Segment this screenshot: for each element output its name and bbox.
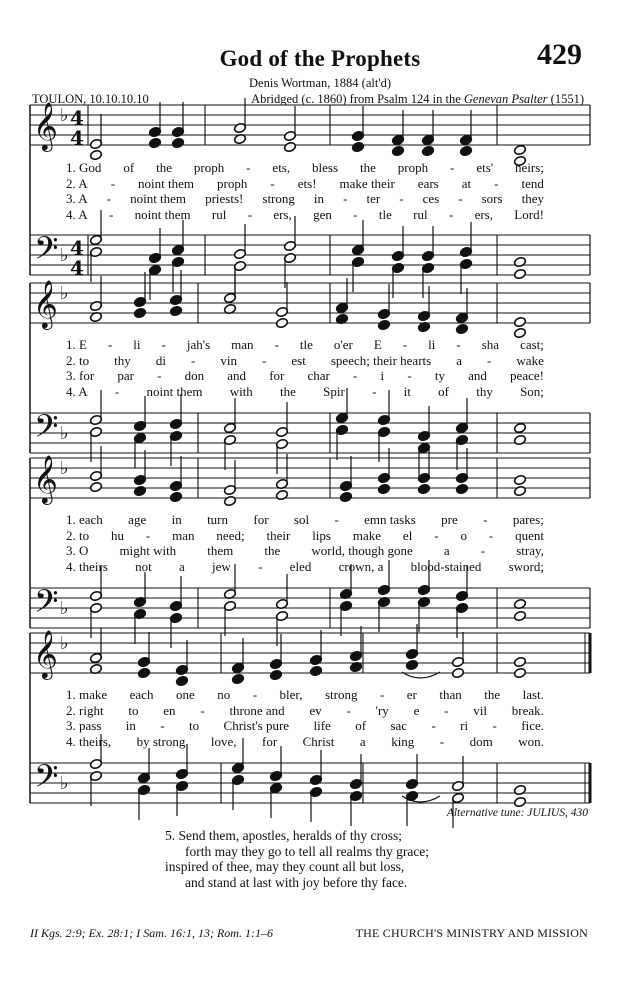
lyric-syllable: 2. to [66, 352, 90, 368]
lyric-syllable: tle [378, 206, 392, 222]
lyric-line [66, 512, 544, 527]
lyric-syllable: o [460, 527, 467, 543]
bass-note [513, 256, 526, 267]
lyric-syllable: tend [521, 175, 544, 191]
lyric-syllable: strong [262, 191, 295, 206]
lyric-syllable: - [252, 687, 258, 702]
flat-icon: ♭ [60, 633, 69, 654]
lyric-line [66, 687, 544, 702]
lyric-syllable: - [399, 191, 404, 206]
lyric-syllable: age [128, 512, 147, 527]
treble-note-lower [451, 667, 464, 678]
lyric-syllable: noint them [146, 383, 203, 399]
lyric-syllable: er [406, 687, 417, 702]
bass-clef-icon: 𝄢 [34, 758, 59, 802]
lyric-line [66, 160, 544, 175]
lyric-syllable: di [155, 352, 166, 368]
lyric-syllable: of [438, 383, 449, 399]
lyric-syllable: - [107, 337, 113, 352]
lyric-syllable: 3. O [66, 543, 89, 558]
treble-note-lower [171, 137, 184, 148]
lyric-syllable: - [274, 337, 279, 352]
bass-note-lower [513, 434, 526, 445]
lyric-syllable: a [179, 558, 185, 574]
lyric-syllable: - [110, 175, 116, 191]
lyric-syllable: - [145, 527, 151, 543]
lyric-syllable: - [114, 383, 120, 399]
lyric-syllable: - [450, 160, 455, 175]
lyric-syllable: - [108, 206, 114, 222]
lyric-syllable: sha [481, 337, 500, 352]
bass-note-lower [513, 796, 526, 807]
lyric-syllable: at [461, 175, 472, 191]
lyric-syllable: eled [289, 558, 312, 574]
lyric-syllable: and [468, 368, 487, 383]
treble-note-lower [309, 665, 322, 676]
flat-icon: ♭ [60, 598, 69, 619]
lyric-syllable: quent [515, 527, 544, 543]
lyric-syllable: strong [324, 687, 358, 702]
lyric-syllable: the [156, 160, 172, 175]
lyric-syllable: won. [518, 733, 544, 749]
hymn-title: God of the Prophets [219, 46, 421, 71]
lyric-syllable: rul [211, 206, 227, 222]
lyric-syllable: a [359, 733, 366, 749]
lyric-syllable: par [117, 368, 134, 383]
lyric-syllable: - [200, 702, 205, 718]
lyric-syllable: 1. God [66, 160, 102, 175]
treble-note-lower [269, 669, 282, 680]
treble-clef-icon: 𝄞 [33, 101, 58, 150]
lyric-syllable: - [483, 512, 488, 527]
lyric-syllable: 4. A [66, 383, 88, 399]
lyric-syllable: sors [481, 191, 503, 206]
lyric-syllable: noint them [134, 206, 191, 222]
lyric-syllable: - [480, 543, 486, 558]
lyric-syllable: e [413, 702, 420, 718]
lyric-syllable: proph [217, 175, 248, 191]
lyric-syllable: ears [417, 175, 439, 191]
lyric-syllable: bless [312, 160, 339, 175]
lyric-syllable: ri [460, 718, 469, 733]
alternative-tune: Alternative tune: JULIUS, 430 [446, 807, 588, 819]
lyric-syllable: 2. to [66, 527, 90, 543]
lyric-syllable: ev [309, 702, 322, 718]
lyric-syllable: - [439, 733, 445, 749]
lyric-syllable: tle [299, 337, 313, 352]
lyric-syllable: - [444, 702, 449, 718]
lyric-syllable: - [106, 191, 112, 206]
stanza-line: and stand at last with joy before thy face. [185, 874, 408, 890]
lyric-syllable: - [448, 206, 454, 222]
hymn-number: 429 [537, 38, 582, 71]
lyric-line [66, 543, 544, 558]
lyric-syllable: with [229, 383, 253, 399]
lyric-syllable: bler, [279, 687, 303, 702]
lyric-line [66, 384, 544, 399]
lyric-line [66, 734, 544, 749]
lyric-syllable: 4. theirs [66, 558, 108, 574]
bass-note-lower [513, 610, 526, 621]
stanza-five [165, 828, 429, 890]
lyric-syllable: for [261, 733, 278, 749]
lyric-syllable: ets' [476, 160, 494, 175]
lyric-syllable: li [428, 337, 436, 352]
lyric-syllable: for [253, 512, 269, 527]
treble-note-lower [513, 485, 526, 496]
lyric-syllable: Lord! [514, 206, 544, 222]
lyric-syllable: of [355, 718, 367, 733]
lyric-syllable: ty [434, 368, 445, 383]
lyric-syllable: pre [441, 512, 458, 527]
lyric-syllable: vin [220, 352, 237, 368]
treble-note-lower [148, 137, 161, 148]
lyric-line [66, 353, 544, 368]
treble-note-lower [175, 675, 188, 686]
treble-clef-icon: 𝄞 [33, 279, 58, 328]
lyric-syllable: not [135, 558, 152, 574]
lyric-syllable: no [217, 687, 231, 702]
lyric-syllable: - [353, 368, 358, 383]
lyric-syllable: it [403, 383, 411, 399]
lyric-syllable: 1. each [66, 512, 103, 527]
lyric-line [66, 176, 544, 191]
lyric-syllable: proph [397, 160, 429, 175]
lyric-syllable: the [264, 543, 281, 558]
lyric-syllable: of [123, 160, 135, 175]
lyric-syllable: - [407, 368, 412, 383]
lyric-syllable: Christ [302, 733, 335, 749]
lyric-syllable: - [353, 206, 358, 222]
lyric-syllable: - [372, 383, 377, 399]
lyric-syllable: gen [313, 206, 332, 222]
lyric-syllable: a [443, 543, 450, 558]
stanza-line: inspired of thee, may they count all but loss, [165, 859, 405, 874]
lyric-syllable: turn [207, 512, 229, 527]
lyric-syllable: wake [516, 352, 544, 368]
lyric-syllable: hu [111, 527, 125, 543]
stanza-line: forth may they go to tell all realms thy grace; [185, 843, 430, 859]
bass-clef-icon: 𝄢 [34, 230, 59, 274]
lyric-syllable: ers, [273, 206, 292, 222]
lyric-line [66, 337, 544, 352]
lyric-syllable: - [190, 352, 196, 368]
lyric-syllable: - [456, 337, 461, 352]
lyric-syllable: E [373, 337, 382, 352]
lyric-syllable: Spir [323, 383, 345, 399]
treble-note-lower [417, 483, 430, 494]
lyric-syllable: est [291, 352, 306, 368]
treble-note-lower [169, 491, 182, 502]
lyric-syllable: 1. E [66, 337, 87, 352]
lyric-syllable: by strong [136, 733, 186, 749]
lyric-syllable: sol [293, 512, 310, 527]
lyric-syllable: to [189, 718, 200, 733]
lyric-syllable: - [262, 352, 267, 368]
lyric-syllable: a [456, 352, 463, 368]
lyric-syllable: - [258, 558, 263, 574]
lyric-syllable: ers, [474, 206, 493, 222]
lyric-syllable: - [246, 160, 251, 175]
treble-note [513, 474, 526, 485]
lyric-syllable: - [431, 718, 436, 733]
flat-icon: ♭ [60, 283, 69, 304]
lyric-syllable: - [247, 206, 253, 222]
lyric-syllable: lips [312, 527, 331, 543]
treble-note-lower [339, 491, 352, 502]
lyric-syllable: - [492, 718, 497, 733]
author-credit: Denis Wortman, 1884 (alt'd) [249, 76, 391, 90]
treble-clef-icon: 𝄞 [33, 454, 58, 503]
lyric-syllable: en [163, 702, 176, 718]
treble-note-lower [133, 307, 146, 318]
lyric-syllable: heirs; [515, 160, 544, 175]
bass-clef-icon: 𝄢 [34, 583, 59, 627]
lyric-line [66, 703, 544, 718]
lyric-syllable: need; [216, 527, 245, 543]
lyric-syllable: fice. [521, 718, 544, 733]
treble-note-lower [351, 141, 364, 152]
bass-note [513, 784, 526, 795]
source-italic: Genevan Psalter [463, 92, 548, 106]
flat-icon: ♭ [60, 773, 69, 794]
lyric-line [66, 368, 544, 383]
lyric-syllable: world, though gone [311, 543, 413, 558]
lyric-syllable: li [133, 337, 141, 352]
lyric-syllable: each [129, 687, 154, 702]
scripture-references: II Kgs. 2:9; Ex. 28:1; I Sam. 16:1, 13; Rom. 1:1–6 [30, 926, 273, 940]
lyric-syllable: 1. make [66, 687, 108, 702]
lyric-syllable: to [128, 702, 139, 718]
lyric-syllable: - [157, 368, 162, 383]
treble-note-lower [455, 323, 468, 334]
treble-note-lower [137, 667, 150, 678]
time-signature-denominator: 4 [70, 256, 84, 280]
lyric-syllable: 2. right [66, 702, 104, 718]
lyric-syllable: - [402, 337, 408, 352]
lyric-line [66, 559, 544, 574]
lyric-syllable: make [352, 527, 382, 543]
lyric-syllable: - [270, 175, 275, 191]
lyric-syllable: make their [339, 175, 395, 191]
lyric-syllable: stray, [516, 543, 544, 558]
flat-icon: ♭ [60, 245, 69, 266]
lyric-syllable: char [307, 368, 330, 383]
treble-note-lower [169, 305, 182, 316]
treble-note-lower [513, 667, 526, 678]
bass-clef-icon: 𝄢 [34, 408, 59, 452]
treble-note-lower [89, 481, 102, 492]
treble-note-lower [89, 149, 102, 160]
lyric-line [66, 207, 544, 222]
lyric-syllable: sword; [508, 558, 544, 574]
lyric-syllable: 3. for [66, 368, 95, 383]
treble-note-lower [455, 483, 468, 494]
lyric-syllable: 4. A [66, 206, 88, 222]
lyric-syllable: priests! [205, 191, 244, 206]
bass-note [513, 422, 526, 433]
lyric-syllable: - [458, 191, 463, 206]
flat-icon: ♭ [60, 458, 69, 479]
treble-note-lower [459, 145, 472, 156]
section-heading: THE CHURCH'S MINISTRY AND MISSION [355, 926, 588, 940]
lyric-syllable: them [207, 543, 234, 558]
treble-note [513, 144, 526, 155]
lyric-syllable: 4. theirs, [66, 733, 112, 749]
treble-note-lower [405, 659, 418, 670]
lyric-syllable: 'ry [375, 702, 389, 718]
lyric-syllable: last. [522, 687, 544, 702]
lyric-syllable: speech; their hearts [330, 352, 432, 368]
lyric-syllable: - [487, 352, 492, 368]
lyric-syllable: than [439, 687, 462, 702]
lyric-syllable: the [280, 383, 296, 399]
lyric-syllable: - [346, 702, 351, 718]
flat-icon: ♭ [60, 423, 69, 444]
lyric-syllable: noint them [130, 191, 187, 206]
lyric-syllable: Son; [520, 383, 544, 399]
lyric-syllable: jah's [186, 337, 211, 352]
lyric-syllable: one [175, 687, 195, 702]
lyric-syllable: ets, [272, 160, 291, 175]
lyric-line [66, 718, 544, 733]
lyric-syllable: - [379, 687, 385, 702]
lyric-syllable: in [171, 512, 182, 527]
lyric-syllable: sac [390, 718, 408, 733]
treble-note [513, 316, 526, 327]
lyric-syllable: cast; [520, 337, 544, 352]
lyric-syllable: crown, a [338, 558, 384, 574]
lyric-syllable: in [125, 718, 136, 733]
lyric-syllable: noint them [138, 175, 195, 191]
lyric-syllable: thy [114, 352, 131, 368]
treble-note [513, 656, 526, 667]
lyric-syllable: rul [413, 206, 428, 222]
lyric-syllable: o'er [333, 337, 353, 352]
lyric-syllable: blood-stained [410, 558, 482, 574]
lyric-syllable: they [521, 191, 544, 206]
lyric-syllable: ter [366, 191, 381, 206]
lyric-syllable: - [161, 337, 166, 352]
lyric-syllable: - [494, 175, 499, 191]
time-signature-numerator: 4 [70, 236, 84, 260]
lyric-syllable: for [269, 368, 285, 383]
lyric-syllable: el [402, 527, 413, 543]
lyric-syllable: peace! [510, 368, 544, 383]
flat-icon: ♭ [60, 105, 69, 126]
lyric-syllable: 2. A [66, 175, 88, 191]
lyric-syllable: i [380, 368, 385, 383]
lyric-syllable: in [313, 191, 325, 206]
lyric-line [66, 191, 544, 206]
tune-name: TOULON, 10.10.10.10 [32, 92, 149, 106]
treble-note-lower [283, 141, 296, 152]
lyric-syllable: break. [511, 702, 544, 718]
lyric-syllable: - [160, 718, 165, 733]
lyric-syllable: the [484, 687, 501, 702]
lyric-syllable: pares; [512, 512, 544, 527]
treble-note-lower [133, 485, 146, 496]
lyric-syllable: man [172, 527, 195, 543]
treble-note-lower [421, 145, 434, 156]
lyric-syllable: the [359, 160, 376, 175]
lyric-syllable: their [266, 527, 291, 543]
treble-note-lower [275, 317, 288, 328]
lyric-syllable: - [343, 191, 348, 206]
time-signature-denominator: 4 [70, 126, 84, 150]
lyric-syllable: thy [476, 383, 493, 399]
treble-note-lower [231, 673, 244, 684]
bass-note-lower [513, 268, 526, 279]
lyric-syllable: and [227, 368, 247, 383]
treble-note-lower [391, 145, 404, 156]
source-suffix: (1551) [547, 92, 584, 106]
lyric-syllable: ces [422, 191, 440, 206]
time-signature-numerator: 4 [70, 106, 84, 130]
lyric-syllable: - [488, 527, 494, 543]
lyric-syllable: don [184, 368, 205, 383]
lyric-syllable: 3. pass [66, 718, 102, 733]
treble-note-lower [275, 489, 288, 500]
lyric-syllable: 3. A [66, 191, 88, 206]
lyric-syllable: emn tasks [364, 512, 416, 527]
source-prefix: Abridged (c. 1860) from Psalm 124 in the [251, 92, 464, 106]
lyric-syllable: - [434, 527, 439, 543]
lyric-syllable: jew [212, 558, 231, 574]
lyric-syllable: throne and [229, 702, 285, 718]
treble-note-lower [377, 483, 390, 494]
lyric-line [66, 528, 544, 543]
lyric-syllable: - [334, 512, 339, 527]
lyric-syllable: king [391, 733, 415, 749]
lyric-syllable: ets! [297, 175, 317, 191]
lyric-syllable: might with [119, 543, 177, 558]
stanza-line: 5. Send them, apostles, heralds of thy cross; [165, 828, 402, 843]
treble-note-lower [223, 495, 236, 506]
lyric-syllable: vil [473, 702, 488, 718]
treble-note-lower [377, 319, 390, 330]
lyric-syllable: dom [469, 733, 493, 749]
lyric-syllable: Christ's pure [223, 718, 290, 733]
lyric-syllable: proph [193, 160, 225, 175]
treble-clef-icon: 𝄞 [33, 629, 58, 678]
lyric-syllable: love, [210, 733, 237, 749]
lyric-syllable: life [313, 718, 331, 733]
lyric-syllable: man [231, 337, 254, 352]
